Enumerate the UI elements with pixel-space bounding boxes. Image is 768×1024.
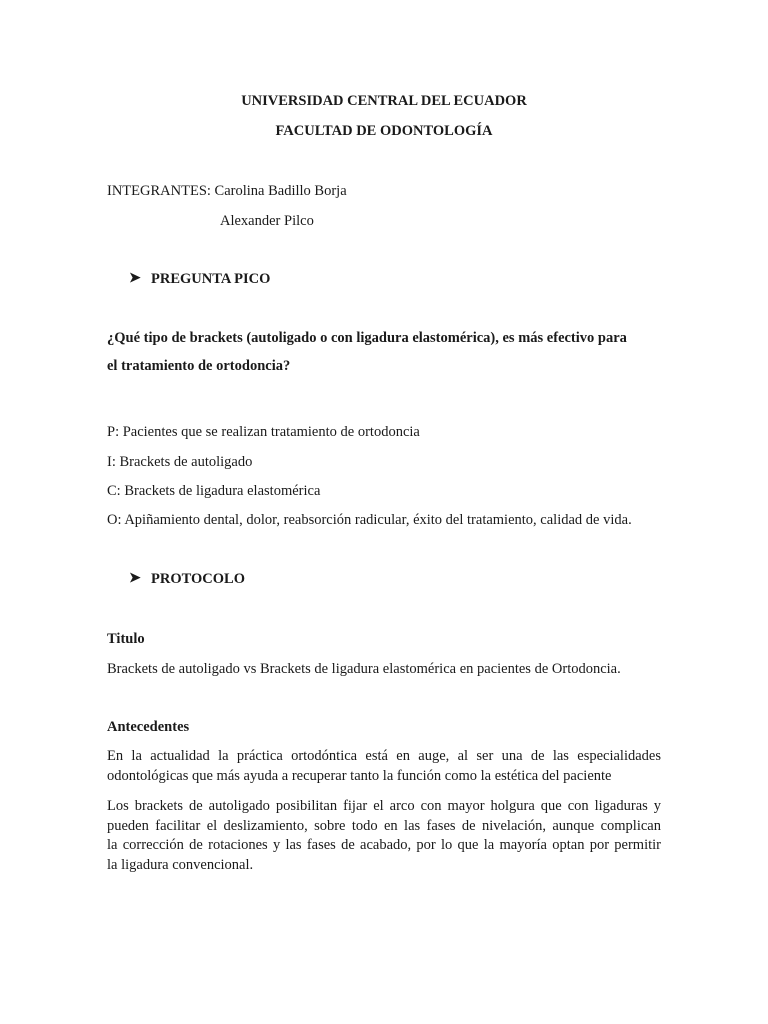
member-name-2: Alexander Pilco	[220, 213, 314, 229]
paragraph-line: la ligadura convencional.	[107, 856, 254, 873]
section-heading-protocol: PROTOCOLO	[151, 571, 245, 587]
arrowhead-bullet-icon: ➤	[129, 271, 141, 286]
paragraph-line: En la actualidad la práctica ortodóntica está en auge, al ser una de las especialidades	[107, 748, 661, 764]
pico-question-line-2: el tratamiento de ortodoncia?	[107, 358, 291, 374]
university-title: UNIVERSIDAD CENTRAL DEL ECUADOR	[241, 93, 527, 109]
arrowhead-bullet-icon: ➤	[129, 571, 141, 586]
paragraph-line: la corrección de rotaciones y las fases de acabado, por lo que la mayoría optan por permitir	[107, 837, 661, 853]
pico-item-c: C: Brackets de ligadura elastomérica	[107, 483, 321, 499]
section-heading-pico: PREGUNTA PICO	[151, 271, 271, 287]
pico-question-line-1: ¿Qué tipo de brackets (autoligado o con ligadura elastomérica), es más efectivo para	[107, 330, 627, 346]
paragraph-line: odontológicas que más ayuda a recuperar tanto la función como la estética del paciente	[107, 767, 612, 784]
pico-item-p: P: Pacientes que se realizan tratamiento de ortodoncia	[107, 424, 420, 440]
background-paragraph-2	[107, 797, 661, 875]
title-text: Brackets de autoligado vs Brackets de ligadura elastomérica en pacientes de Ortodoncia.	[107, 661, 621, 677]
faculty-title: FACULTAD DE ODONTOLOGÍA	[275, 123, 493, 139]
paragraph-line: Los brackets de autoligado posibilitan fijar el arco con mayor holgura que con ligaduras y	[107, 798, 661, 814]
members-label: INTEGRANTES:	[107, 183, 211, 199]
pico-item-o: O: Apiñamiento dental, dolor, reabsorción radicular, éxito del tratamiento, calidad de vida.	[107, 512, 632, 528]
members-line	[107, 182, 347, 200]
title-label: Titulo	[107, 631, 145, 647]
background-label: Antecedentes	[107, 719, 190, 735]
pico-item-i: I: Brackets de autoligado	[107, 454, 253, 470]
member-name-1: Carolina Badillo Borja	[214, 183, 347, 199]
background-paragraph-1	[107, 747, 661, 786]
paragraph-line: pueden facilitar el deslizamiento, sobre todo en las fases de nivelación, aunque complican	[107, 817, 661, 834]
